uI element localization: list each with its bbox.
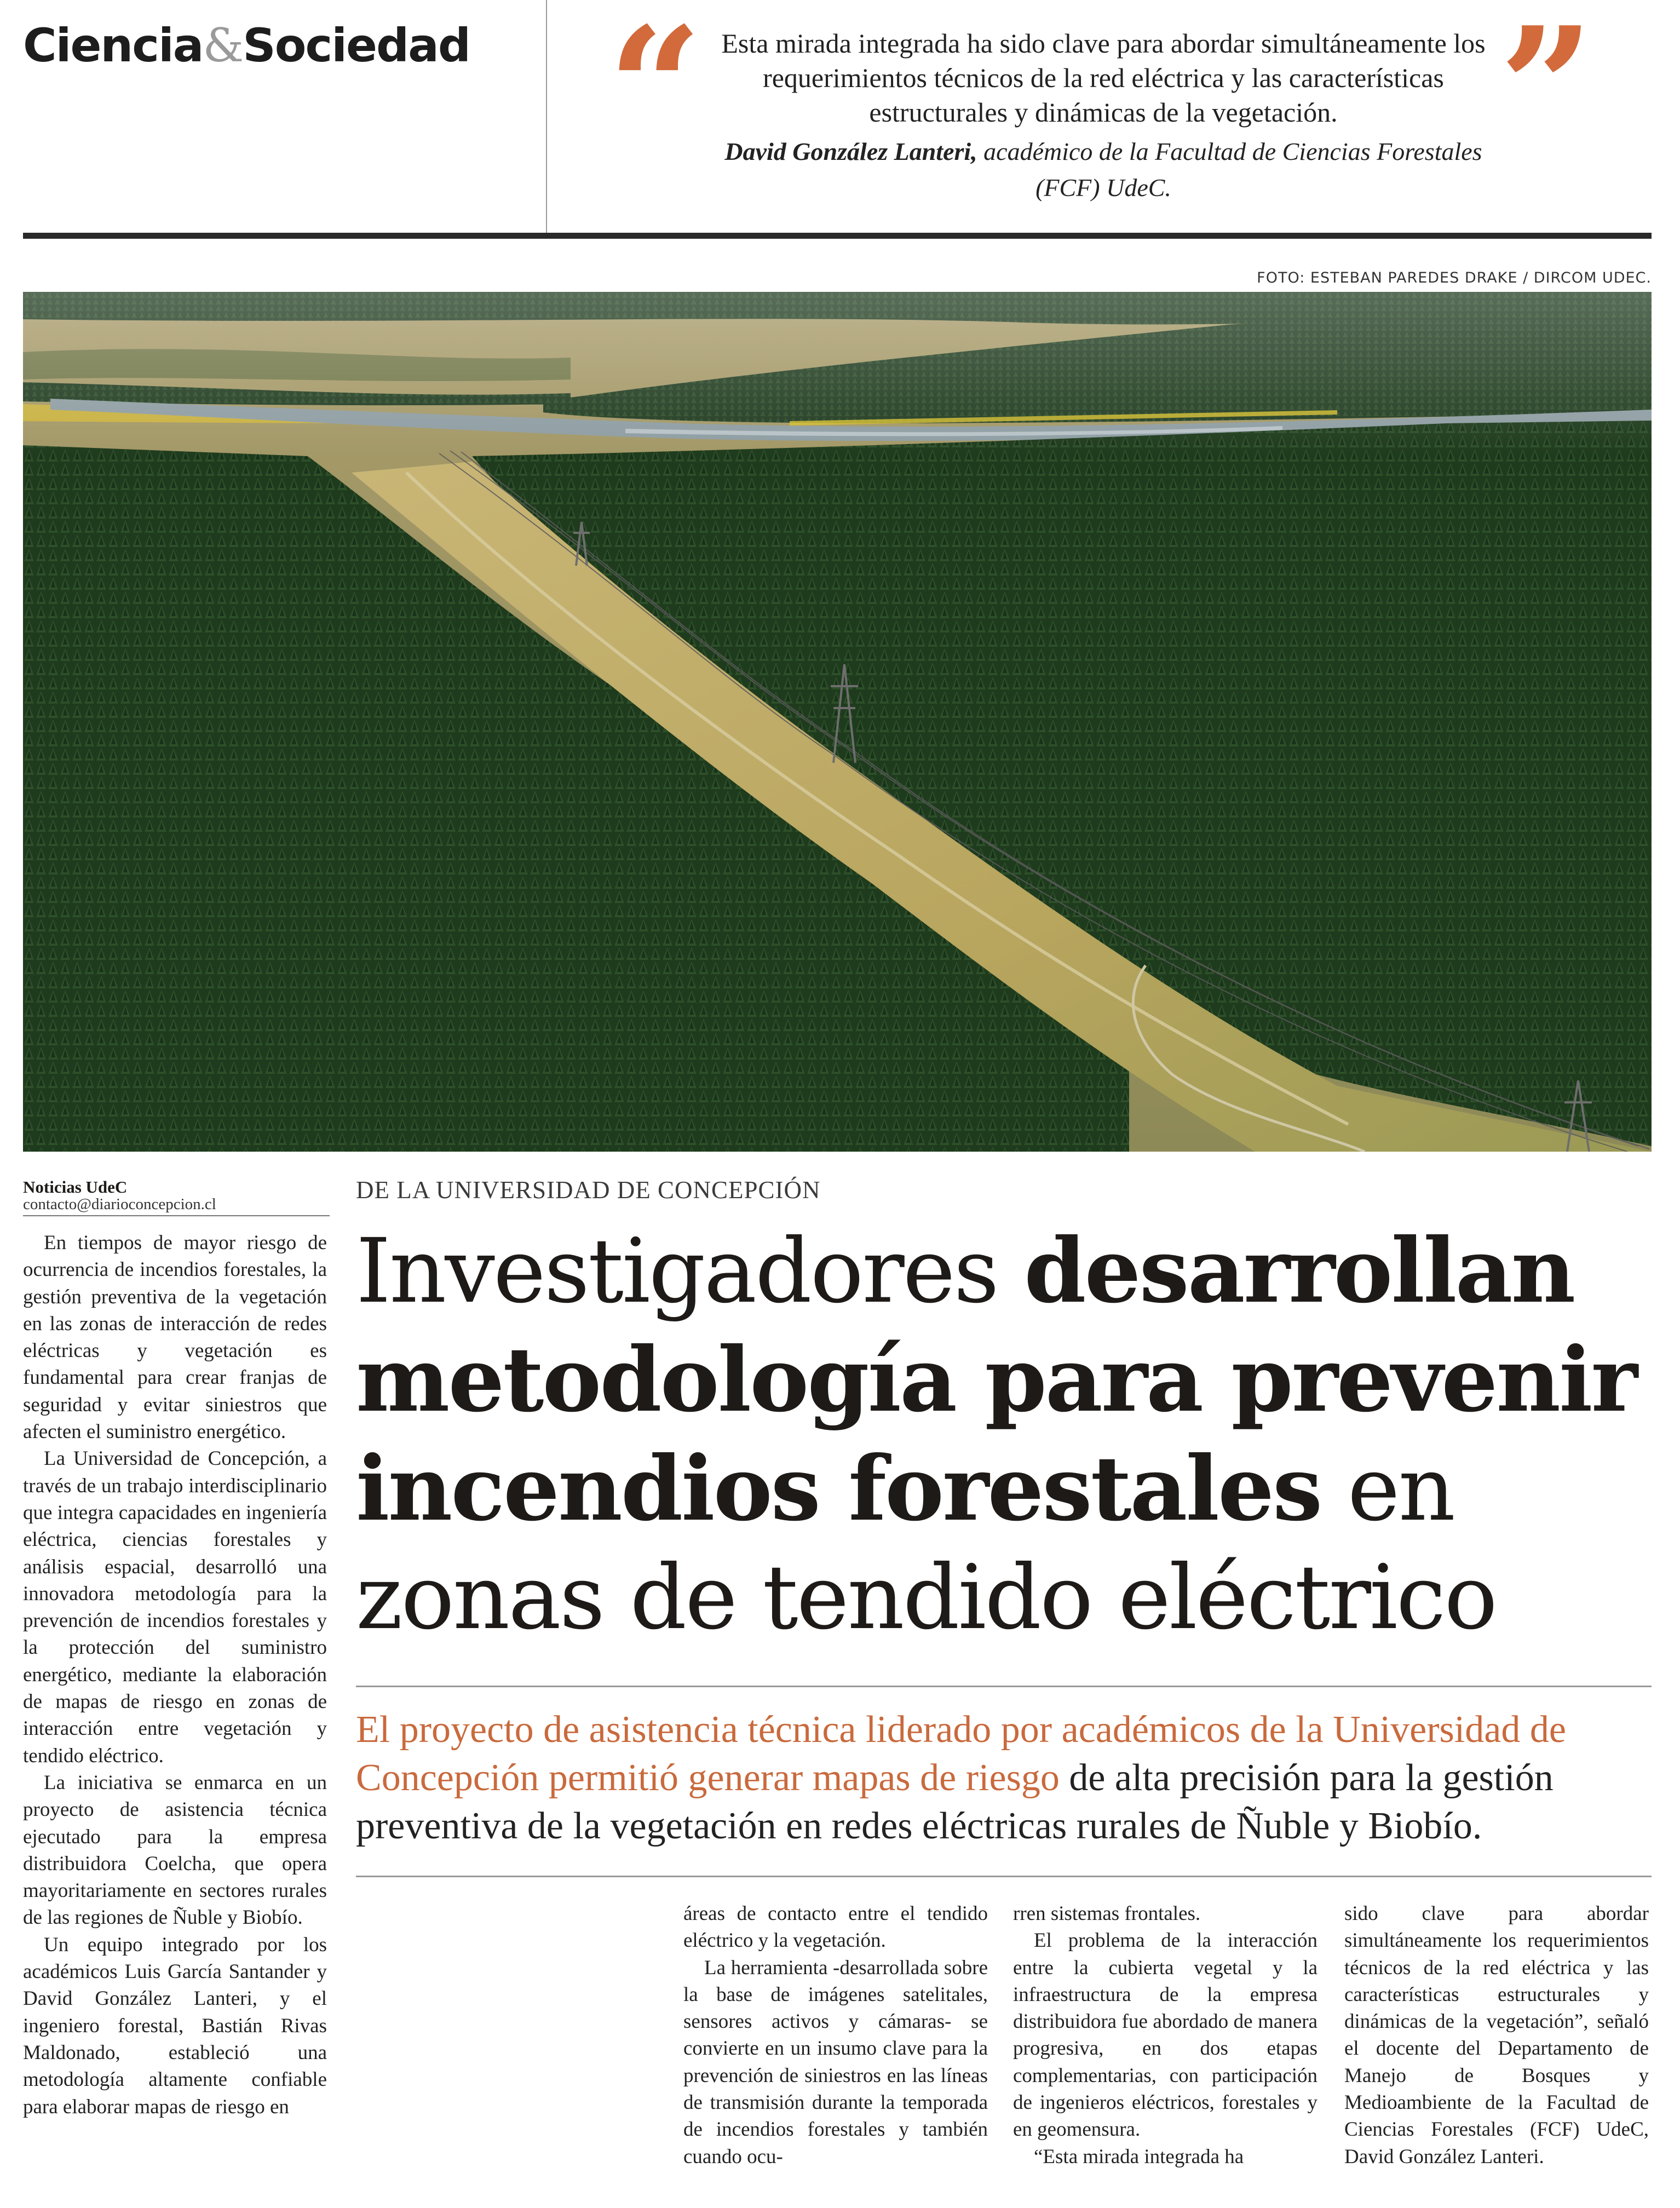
- section-name-right: Sociedad: [243, 19, 470, 72]
- headline-part-light: Investigadores: [356, 1220, 1025, 1323]
- close-quote-icon: ”: [1499, 0, 1594, 184]
- paragraph: La Universidad de Concepción, a través de un trabajo interdisciplinario que integra capacidades en ingeniería eléctrica, ciencias forestales y análisis espacial, desarrolló una innovadora metodología para la prevención de incendios forestales y la protección del suministro energético, mediante la elaboración de mapas de riesgo en zonas de interacción entre vegetación y tendido eléctrico.: [23, 1447, 327, 1767]
- body-column-2: [683, 1900, 988, 2170]
- headline-part-bold: desarrollan metodología para prevenir incendios forestales: [356, 1219, 1636, 1541]
- paragraph: Un equipo integrado por los académicos Luis García Santander y David González Lanteri, y el ingeniero forestal, Bastián Rivas Maldonado, estableció una metodología altamente confiable para elaborar mapas de riesgo en: [23, 1933, 327, 2118]
- article-kicker: DE LA UNIVERSIDAD DE CONCEPCIÓN: [356, 1176, 821, 1204]
- pull-quote-author: David González Lanteri,: [724, 137, 977, 165]
- pull-quote-attribution: [712, 134, 1495, 206]
- header-rule: [23, 233, 1652, 239]
- headline-part-light-end: en zonas de tendido eléctrico: [356, 1438, 1496, 1649]
- open-quote-icon: “: [608, 0, 703, 184]
- pull-quote-text: Esta mirada integrada ha sido clave para abordar simultáneamente los requerimientos técnicos de la red eléctrica y las características estructurales y dinámicas de la vegetación.: [721, 28, 1486, 128]
- body-column-3: [1013, 1900, 1317, 2170]
- paragraph: El problema de la interacción entre la cubierta vegetal y la infraestructura de la empresa distribuidora fue abordado de manera progresiva, en dos etapas complementarias, con participación de ingenieros eléctricos, forestales y en geomensura.: [1013, 1929, 1317, 2141]
- body-column-4: [1344, 1900, 1649, 2170]
- paragraph: áreas de contacto entre el tendido eléctrico y la vegetación.: [683, 1902, 988, 1952]
- byline-author: Noticias UdeC: [23, 1177, 128, 1197]
- section-ampersand: &: [203, 19, 243, 72]
- section-title: [23, 19, 470, 72]
- pull-quote-role: académico de la Facultad de Ciencias Forestales (FCF) UdeC.: [983, 137, 1482, 202]
- deck-accent: El proyecto de asistencia técnica liderado por académicos de la Universidad de Concepción permitió generar mapas de riesgo: [356, 1709, 1566, 1799]
- deck-rule-top: [356, 1686, 1652, 1687]
- photo-credit: FOTO: ESTEBAN PAREDES DRAKE / DIRCOM UDEC.: [1257, 269, 1652, 286]
- section-name-left: Ciencia: [23, 19, 203, 72]
- paragraph: La iniciativa se enmarca en un proyecto de asistencia técnica ejecutado para la empresa distribuidora Coelcha, que opera mayoritariamente en sectores rurales de las regiones de Ñuble y Biobío.: [23, 1771, 327, 1929]
- byline-divider: [23, 1215, 330, 1216]
- paragraph: En tiempos de mayor riesgo de ocurrencia de incendios forestales, la gestión preventiva de la vegetación en las zonas de interacción de redes eléctricas y vegetación es fundamental para crear franjas de seguridad y evitar siniestros que afecten el suministro energético.: [23, 1232, 327, 1444]
- article-headline: [356, 1217, 1665, 1652]
- body-column-1: [23, 1229, 327, 2120]
- paragraph: sido clave para abordar simultáneamente los requerimientos técnicos de la red eléctrica y las características estructurales y dinámicas de la vegetación”, señaló el docente del Departamento de Manejo de Bosques y Medioambiente de la Facultad de Ciencias Forestales (FCF) UdeC, David González Lanteri.: [1344, 1902, 1649, 2168]
- header-divider: [546, 0, 547, 233]
- byline-email[interactable]: contacto@diarioconcepcion.cl: [23, 1195, 216, 1213]
- paragraph: “Esta mirada integrada ha: [1034, 2145, 1244, 2168]
- deck-rule-bottom: [356, 1876, 1652, 1877]
- aerial-forest-photo: [23, 292, 1652, 1152]
- paragraph: La herramienta -desarrollada sobre la base de imágenes satelitales, sensores activos y cámaras- se convierte en un insumo clave para la prevención de siniestros en las líneas de transmisión durante la temporada de incendios forestales y también cuando ocu-: [683, 1956, 988, 2168]
- article-deck: [356, 1706, 1659, 1850]
- paragraph: rren sistemas frontales.: [1013, 1902, 1201, 1925]
- deck-rest: de alta precisión para la gestión preventiva de la vegetación en redes eléctricas rurales de Ñuble y Biobío.: [356, 1757, 1554, 1847]
